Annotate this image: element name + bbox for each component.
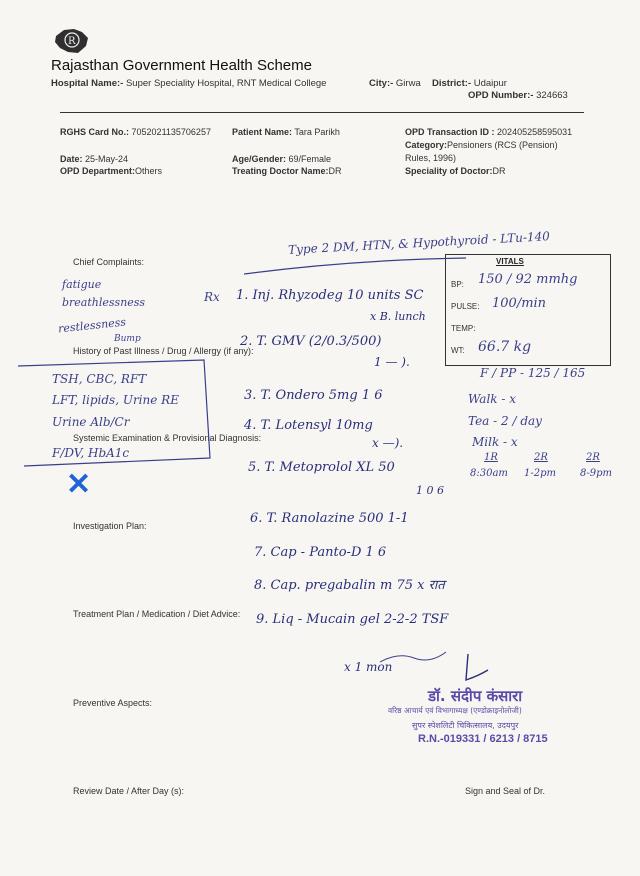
rx-symbol: Rx bbox=[204, 290, 220, 304]
rx-line: 8. Cap. pregabalin m 75 x रात bbox=[254, 578, 445, 593]
rghs-card-label: RGHS Card No.: bbox=[60, 127, 130, 137]
tea-note: Tea - 2 / day bbox=[468, 414, 542, 428]
rx-line: 5. T. Metoprolol XL 50 bbox=[248, 460, 395, 475]
rx-line: 7. Cap - Panto-D 1 6 bbox=[254, 545, 387, 560]
rajasthan-emblem-logo bbox=[52, 26, 92, 56]
sign-seal-label: Sign and Seal of Dr. bbox=[465, 786, 546, 796]
category-value: Pensioners (RCS (Pension) bbox=[447, 140, 558, 150]
opd-transaction-row bbox=[405, 127, 572, 137]
speciality-row bbox=[405, 166, 506, 176]
patient-name-row bbox=[232, 127, 340, 137]
date-label: Date: bbox=[60, 154, 83, 164]
complaint-item: breathlessness bbox=[62, 296, 146, 309]
wt-label: WT: bbox=[451, 346, 465, 355]
hospital-label: Hospital Name:- bbox=[51, 78, 124, 89]
doctor-stamp-registration: R.N.-019331 / 6213 / 8715 bbox=[418, 733, 548, 745]
rx-line: 1 0 6 bbox=[416, 484, 444, 497]
handwritten-underline bbox=[240, 252, 470, 280]
opd-department-row bbox=[60, 166, 162, 176]
pulse-label: PULSE: bbox=[451, 302, 480, 311]
wt-value: 66.7 kg bbox=[478, 339, 532, 355]
treatment-plan-label: Treatment Plan / Medication / Diet Advice: bbox=[73, 609, 241, 619]
temp-label: TEMP: bbox=[451, 324, 476, 333]
rx-line: x B. lunch bbox=[370, 310, 426, 323]
speciality-label: Speciality of Doctor: bbox=[405, 166, 493, 176]
date-row bbox=[60, 154, 128, 164]
vitals-title: VITALS bbox=[496, 257, 524, 266]
hospital-row bbox=[51, 78, 326, 89]
patient-name-label: Patient Name: bbox=[232, 127, 293, 137]
rx-line: 3. T. Ondero 5mg 1 6 bbox=[244, 388, 383, 403]
milk-note: Milk - x bbox=[472, 435, 518, 449]
district-row bbox=[432, 78, 507, 89]
handwritten-diagnosis: Type 2 DM, HTN, & Hypothyroid - LTu-140 bbox=[287, 229, 551, 257]
test-item: F/DV, HbA1c bbox=[52, 446, 130, 460]
schedule-dose: 1R bbox=[484, 452, 498, 463]
schedule-dose: 2R bbox=[586, 452, 600, 463]
schedule-time: 8-9pm bbox=[580, 468, 612, 479]
age-gender-label: Age/Gender: bbox=[232, 154, 287, 164]
rx-line: 1 — ). bbox=[374, 355, 410, 369]
history-label: History of Past Illness / Drug / Allergy (if any): bbox=[73, 346, 254, 356]
city-row bbox=[369, 78, 421, 89]
walk-note: Walk - x bbox=[468, 392, 517, 406]
test-item: Urine Alb/Cr bbox=[52, 415, 130, 429]
rx-line: 6. T. Ranolazine 500 1-1 bbox=[250, 511, 409, 526]
hospital-value: Super Speciality Hospital, RNT Medical College bbox=[125, 78, 327, 89]
doctor-stamp-name: डॉ. संदीप कंसारा bbox=[428, 687, 523, 705]
sugar-note: F / PP - 125 / 165 bbox=[480, 366, 586, 380]
complaint-item: restlessness bbox=[57, 315, 127, 336]
doctor-stamp-line: वरिष्ठ आचार्य एवं विभागाध्यक्ष (एण्डोक्राइनोलोजी) bbox=[388, 706, 522, 715]
test-item: LFT, lipids, Urine RE bbox=[52, 393, 179, 407]
doctor-signature bbox=[458, 650, 498, 686]
complaint-item: fatigue bbox=[62, 278, 102, 291]
opd-number-value: 324663 bbox=[536, 90, 568, 101]
doctor-stamp-line: सुपर स्पेशलिटी चिकित्सालय, उदयपुर bbox=[412, 721, 519, 730]
rghs-card-value: 7052021135706257 bbox=[131, 127, 211, 137]
rx-line: 2. T. GMV (2/0.3/500) bbox=[240, 334, 382, 349]
test-item: TSH, CBC, RFT bbox=[52, 372, 147, 386]
rghs-card-row bbox=[60, 127, 211, 137]
rx-line: 4. T. Lotensyl 10mg bbox=[244, 418, 373, 433]
blue-x-mark: ✕ bbox=[66, 468, 92, 501]
speciality-value: DR bbox=[492, 166, 506, 176]
treating-doctor-value: DR bbox=[328, 166, 342, 176]
header-divider bbox=[60, 112, 584, 113]
schedule-time: 1-2pm bbox=[524, 468, 556, 479]
opd-number-label: OPD Number:- bbox=[468, 90, 534, 101]
category-label: Category: bbox=[405, 140, 448, 150]
patient-name-value: Tara Parikh bbox=[294, 127, 340, 137]
bp-value: 150 / 92 mmhg bbox=[478, 272, 578, 287]
schedule-dose: 2R bbox=[534, 452, 548, 463]
treating-doctor-label: Treating Doctor Name: bbox=[232, 166, 329, 176]
rx-line: 9. Liq - Mucain gel 2-2-2 TSF bbox=[256, 612, 449, 627]
rx-line: x 1 mon bbox=[344, 660, 393, 674]
age-gender-value: 69/Female bbox=[288, 154, 332, 164]
pulse-value: 100/min bbox=[492, 296, 547, 311]
review-date-label: Review Date / After Day (s): bbox=[73, 786, 185, 796]
opd-department-value: Others bbox=[135, 166, 163, 176]
opd-number-row bbox=[468, 90, 568, 101]
complaint-item: Bump bbox=[114, 334, 141, 344]
chief-complaints-label: Chief Complaints: bbox=[73, 257, 145, 267]
city-value: Girwa bbox=[395, 78, 421, 89]
district-value: Udaipur bbox=[473, 78, 507, 89]
age-gender-row bbox=[232, 154, 331, 164]
opd-transaction-label: OPD Transaction ID : bbox=[405, 127, 495, 137]
category-row bbox=[405, 140, 558, 150]
preventive-aspects-label: Preventive Aspects: bbox=[73, 698, 153, 708]
investigation-plan-label: Investigation Plan: bbox=[73, 521, 147, 531]
rx-line: x —). bbox=[372, 436, 404, 450]
scheme-title: Rajasthan Government Health Scheme bbox=[51, 57, 312, 74]
district-label: District:- bbox=[432, 78, 472, 89]
opd-transaction-value: 202405258595031 bbox=[497, 127, 573, 137]
bp-label: BP: bbox=[451, 280, 464, 289]
treating-doctor-row bbox=[232, 166, 342, 176]
opd-department-label: OPD Department: bbox=[60, 166, 136, 176]
svg-text:R: R bbox=[68, 36, 76, 47]
date-value: 25-May-24 bbox=[85, 154, 129, 164]
schedule-time: 8:30am bbox=[470, 468, 508, 479]
category-value-line2: Rules, 1996) bbox=[405, 153, 457, 163]
rx-squiggle bbox=[378, 648, 448, 668]
systemic-examination-label: Systemic Examination & Provisional Diagnosis: bbox=[73, 433, 262, 443]
rx-line: 1. Inj. Rhyzodeg 10 units SC bbox=[236, 288, 424, 303]
city-label: City:- bbox=[369, 78, 394, 89]
